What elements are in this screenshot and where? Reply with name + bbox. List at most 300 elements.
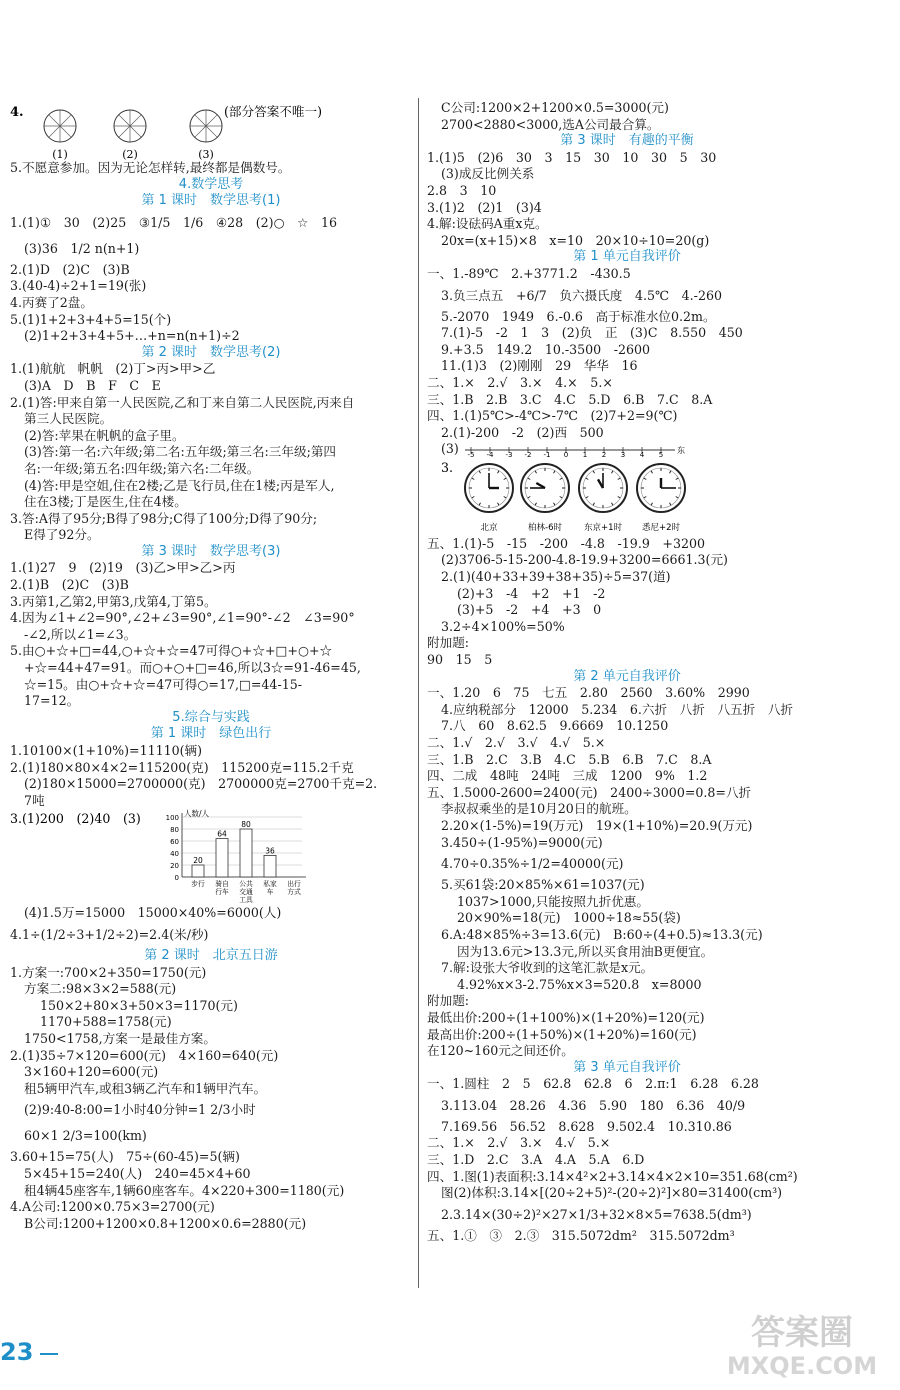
- answer-line: [427, 993, 827, 1010]
- answer-line: [427, 375, 827, 392]
- answer-line: [10, 1064, 412, 1081]
- answer-text: 1750<1758,方案一是最佳方案。: [24, 1030, 216, 1046]
- answer-text: 因为13.6元>13.3元,所以买食用油B更便宜。: [457, 943, 714, 959]
- answer-line: [427, 1202, 827, 1228]
- answer-text: 3.丙第1,乙第2,甲第3,戊第4,丁第5。: [10, 593, 217, 609]
- chart-category-label: 交通: [239, 888, 253, 897]
- compass-svg: [10, 100, 412, 160]
- compass-spoke: [206, 115, 217, 126]
- answer-line: [10, 378, 412, 395]
- answer-line: [427, 536, 827, 553]
- answer-line: [427, 602, 827, 619]
- answer-text: 二、1.× 2.√ 3.× 4.× 5.×: [427, 374, 613, 390]
- answer-text: +☆=44+47=91。而○+○+□=46,所以3☆=91-46=45,: [24, 660, 361, 676]
- compass-spoke: [119, 115, 130, 126]
- compass-spoke: [130, 126, 141, 137]
- answer-line: [427, 977, 827, 994]
- answer-text: 第三人民医院。: [24, 411, 113, 427]
- clock-city-label: 北京: [480, 522, 498, 533]
- answer-text: 图(2)体积:3.14×[(20÷2+5)²-(20÷2)²]×80=31400(cm³): [441, 1185, 783, 1201]
- section-heading: 第 3 单元自我评价: [573, 1059, 681, 1075]
- chart-category-label: 车: [266, 888, 274, 897]
- answer-line: [427, 309, 827, 326]
- clock-city-label: 柏林-6时: [528, 522, 562, 533]
- answer-text: 最低出价:200÷(1+100%)×(1+20%)=120(元): [427, 1009, 705, 1025]
- answer-text: B公司:1200+1200×0.8+1200×0.6=2880(元): [24, 1215, 307, 1231]
- chart-y-tick: 100: [165, 814, 179, 823]
- answer-line: [427, 325, 827, 342]
- compass-spoke: [130, 115, 141, 126]
- number-line-direction: 东: [676, 445, 685, 455]
- answer-text: 1.(1)27 9 (2)19 (3)乙>甲>乙>丙: [10, 560, 236, 576]
- answer-text: 3×160+120=600(元): [24, 1064, 159, 1080]
- answer-text: (3)成反比例关系: [441, 166, 535, 182]
- clock-face: [465, 464, 513, 512]
- answer-line: [427, 1152, 827, 1169]
- answer-line: [10, 776, 412, 793]
- compass-spoke: [49, 126, 60, 137]
- number-line-label: 1: [582, 450, 588, 458]
- answer-line: [427, 166, 827, 183]
- answer-line: [427, 183, 827, 200]
- answer-line: [427, 1169, 827, 1186]
- answer-line: [427, 1093, 827, 1119]
- answer-text: 5.不愿意参加。因为无论怎样转,最终都是偶数号。: [10, 160, 291, 175]
- answer-text: 3.(40-4)÷2+1=19(张): [10, 278, 147, 294]
- answer-line: [10, 627, 412, 644]
- section-heading: 第 2 单元自我评价: [573, 668, 681, 684]
- number-line: [463, 442, 693, 458]
- answer-text: 三、1.D 2.C 3.A 4.A 5.A 6.D: [427, 1152, 645, 1168]
- chart-bar: [240, 829, 252, 877]
- chart-category-label: 行车: [215, 888, 229, 897]
- answer-line: [427, 877, 827, 894]
- answer-line: [10, 478, 412, 495]
- answer-line: [427, 569, 827, 586]
- answer-line: [427, 768, 827, 785]
- answer-text: 2.(1)(40+33+39+38+35)÷5=37(道): [441, 569, 671, 585]
- answer-line: [427, 944, 827, 961]
- answer-line: [10, 428, 412, 445]
- section-heading: 5.综合与实践: [172, 709, 250, 725]
- answer-line: [10, 328, 412, 345]
- answer-text: 90 15 5: [427, 652, 493, 668]
- clock-labels-svg: [427, 518, 827, 536]
- answer-line: [10, 693, 412, 710]
- answer-text: 住在3楼;丁是医生,住在4楼。: [24, 494, 187, 510]
- watermark-main: 答案圈: [751, 1313, 853, 1353]
- answer-line: [10, 965, 412, 982]
- answer-text: 4.丙赛了2盘。: [10, 294, 93, 310]
- answer-line: [10, 262, 412, 279]
- answer-line: [427, 216, 827, 233]
- answer-line: [427, 358, 827, 375]
- answer-text: 一、1.-89℃ 2.+3771.2 -430.5: [427, 265, 631, 281]
- answer-text: 2.20×(1-5%)=19(万元) 19×(1+10%)=20.9(万元): [441, 817, 753, 833]
- answer-line: [10, 677, 412, 694]
- watermark-domain: MXQE.COM: [726, 1352, 878, 1380]
- column-divider: [418, 98, 419, 1288]
- answer-line: [427, 835, 827, 852]
- answer-line: [10, 998, 412, 1015]
- answer-text: 4.92%x×3-2.75%x×3=520.8 x=8000: [457, 976, 702, 992]
- answer-text: 一、1.20 6 75 七五 2.80 2560 3.60% 2990: [427, 685, 750, 701]
- answer-line: [427, 1043, 827, 1060]
- answer-line: [427, 266, 827, 283]
- answer-line: [10, 160, 412, 177]
- answer-text: (3)A D B F C E: [24, 377, 161, 393]
- answer-text: 5.-2070 1949 6.-0.6 高于标准水位0.2m。: [441, 308, 716, 324]
- chart-category-label: 公共: [239, 880, 253, 889]
- answer-text: 2.(1)-200 -2 (2)西 500: [441, 424, 604, 440]
- answer-text: 租4辆45座客车,1辆60座客车。4×220+300=1180(元): [24, 1182, 345, 1198]
- answer-line: [10, 444, 412, 461]
- answer-line: [10, 1081, 412, 1098]
- answer-text: -∠2,所以∠1=∠3。: [24, 626, 137, 642]
- answer-text: 五、1.(1)-5 -15 -200 -4.8 -19.9 +3200: [427, 535, 706, 551]
- answer-text: 附加题:: [427, 635, 470, 651]
- answer-text: 7.解:设张大爷收到的这笔汇款是x元。: [441, 960, 654, 976]
- answer-line: [427, 801, 827, 818]
- section-heading: 第 3 课时 有趣的平衡: [560, 133, 694, 149]
- answer-line: [427, 718, 827, 735]
- answer-line: [427, 785, 827, 802]
- answer-line: [427, 960, 827, 977]
- answer-line: [427, 233, 827, 250]
- answer-line: [10, 643, 412, 660]
- answer-line: [427, 200, 827, 217]
- answer-text: 最高出价:200÷(1+50%)×(1+20%)=160(元): [427, 1026, 697, 1042]
- answer-line: [10, 1048, 412, 1065]
- answer-text: (2)180×15000=2700000(克) 2700000克=2700千克=2.: [24, 776, 378, 792]
- answer-text: 五、1.① ③ 2.③ 315.5072dm² 315.5072dm³: [427, 1227, 735, 1243]
- answer-text: 1.方案一:700×2+350=1750(元): [10, 964, 207, 980]
- answer-text: 7.八 60 8.62.5 9.6669 10.1250: [441, 718, 669, 734]
- answer-text: 11.(1)3 (2)刚刚 29 华华 16: [441, 358, 638, 374]
- chart-category-label: 出行: [287, 880, 301, 889]
- number-line-label: 3: [620, 450, 626, 458]
- answer-line: [10, 1031, 412, 1048]
- answer-text: 2.(1)D (2)C (3)B: [10, 261, 130, 277]
- answer-text: 方案二:98×3×2=588(元): [24, 981, 177, 997]
- answer-text: 2.(1)答:甲来自第一人民医院,乙和丁来自第二人民医院,丙来自: [10, 394, 355, 410]
- chart-y-tick: 80: [170, 826, 179, 835]
- compass-caption: (1): [52, 148, 68, 160]
- answer-line: [427, 894, 827, 911]
- page-number-dash: [40, 1353, 58, 1355]
- chart-category-label: 步行: [191, 880, 205, 889]
- number-line-label: 0: [563, 450, 569, 458]
- number-line-label: 5: [658, 450, 664, 458]
- answer-text: 3.2÷4×100%=50%: [441, 618, 565, 634]
- answer-line: [427, 818, 827, 835]
- compass-spoke: [206, 126, 217, 137]
- answer-line: [427, 1010, 827, 1027]
- answer-text: 附加题:: [427, 993, 470, 1009]
- answer-line: [427, 342, 827, 359]
- number-line-label: -2: [524, 450, 532, 458]
- answer-line: [10, 461, 412, 478]
- clock-city-label: 悉尼+2时: [641, 522, 681, 533]
- answer-text: (2)答:苹果在帆帆的盒子里。: [24, 427, 185, 443]
- answer-text: 17=12。: [24, 693, 80, 709]
- answer-line: [10, 981, 412, 998]
- answer-text: 3.负三点五 +6/7 负六摄氏度 4.5℃ 4.-260: [441, 287, 722, 303]
- answer-line: [10, 594, 412, 611]
- answer-line: [10, 577, 412, 594]
- answer-line: [10, 295, 412, 312]
- answer-text: 四、1.图(1)表面积:3.14×4²×2+3.14×4×2×10=351.68(cm²): [427, 1168, 798, 1184]
- answer-text: 4.解:设砝码A重x克。: [427, 216, 548, 232]
- answer-line: [427, 1076, 827, 1093]
- answer-text: 7.(1)-5 -2 1 3 (2)负 正 (3)C 8.550 450: [441, 325, 743, 341]
- answer-text: 二、1.√ 2.√ 3.√ 4.√ 5.×: [427, 735, 606, 750]
- compass-spoke: [49, 115, 60, 126]
- answer-line: [10, 411, 412, 428]
- answer-text: 4.应纳税部分 12000 5.234 6.六折 八折 八五折 八折: [441, 701, 794, 717]
- answer-text: 20×90%=18(元) 1000÷18≈55(袋): [457, 910, 681, 926]
- answer-line: [427, 652, 827, 669]
- answer-text: 2.8 3 10: [427, 182, 497, 198]
- answer-line: [10, 278, 412, 295]
- answer-text: 三、1.B 2.B 3.C 4.C 5.D 6.B 7.C 8.A: [427, 391, 713, 407]
- answer-text: C公司:1200×2+1200×0.5=3000(元): [441, 100, 669, 115]
- compass-caption: (3): [198, 148, 214, 160]
- chart-y-tick: 0: [174, 874, 179, 883]
- answer-text: E得了92分。: [24, 527, 100, 543]
- answer-line: [10, 1149, 412, 1166]
- answer-text: 3.113.04 28.26 4.36 5.90 180 6.36 40/9: [441, 1097, 746, 1113]
- answer-text: 1.(1)5 (2)6 30 3 15 30 10 30 5 30: [427, 149, 717, 165]
- answer-line: [427, 685, 827, 702]
- clock-item-number: 3.: [441, 459, 454, 475]
- clocks-svg: [427, 458, 827, 518]
- answer-line: [10, 743, 412, 760]
- answer-text: 租5辆甲汽车,或租3辆乙汽车和1辆甲汽车。: [24, 1080, 267, 1096]
- watermark-logo: [712, 1306, 892, 1382]
- chart-question-prefix: 3.(1)200 (2)40 (3): [10, 811, 141, 827]
- left-column: [10, 100, 412, 1232]
- answer-line: [10, 905, 412, 922]
- answer-line: [10, 1097, 412, 1123]
- answer-text: 20x=(x+15)×8 x=10 20×10÷10=20(g): [441, 232, 710, 248]
- answer-text: 2.3.14×(30÷2)²×27×1/3+32×8×5=7638.5(dm³): [441, 1206, 752, 1222]
- compass-figure: [44, 110, 76, 160]
- answer-text: (4)答:甲是空姐,住在2楼;乙是飞行员,住在1楼;丙是军人,: [24, 477, 335, 493]
- number-line-label: 4: [639, 450, 645, 458]
- right-column: [427, 100, 827, 1244]
- answer-line: [10, 494, 412, 511]
- answer-line: [10, 793, 412, 810]
- section-heading: 第 1 课时 数学思考(1): [141, 193, 281, 209]
- answer-text: 四、1.(1)5℃>-4℃>-7℃ (2)7+2=9(℃): [427, 408, 678, 424]
- compass-spoke: [195, 126, 206, 137]
- answer-line: [10, 1216, 412, 1233]
- answer-text: 5×45+15=240(人) 240=45×4+60: [24, 1165, 251, 1181]
- answer-line: [10, 922, 412, 948]
- section-heading: 第 1 单元自我评价: [573, 249, 681, 265]
- answer-line: [10, 1014, 412, 1031]
- answer-text: 6.A:48×85%÷3=13.6(元) B:60÷(4+0.5)≈13.3(元): [441, 926, 763, 942]
- answer-text: 5.(1)1+2+3+4+5=15(个): [10, 311, 172, 327]
- answer-line: [427, 927, 827, 944]
- answer-text: 3.450÷(1-95%)=9000(元): [441, 834, 603, 850]
- answer-text: ☆=15。由○+☆+☆=47可得○=17,□=44-15-: [24, 676, 302, 692]
- compass-spoke: [60, 115, 71, 126]
- answer-text: 四、二成 48吨 24吨 三成 1200 9% 1.2: [427, 768, 708, 784]
- answer-line: [10, 1123, 412, 1149]
- chart-data-label: 36: [265, 846, 275, 856]
- answer-text: 2.(1)180×80×4×2=115200(克) 115200克=115.2千克: [10, 759, 354, 775]
- compass-caption: (2): [122, 148, 138, 160]
- answer-text: 4.A公司:1200×0.75×3=2700(元): [10, 1199, 215, 1215]
- chart-title: 人数/人: [184, 809, 210, 819]
- section-heading: 第 2 课时 数学思考(2): [141, 344, 281, 360]
- answer-line: [427, 1185, 827, 1202]
- answer-text: 五、1.5000-2600=2400(元) 2400÷3000=0.8=八折: [427, 784, 752, 800]
- answer-text: 2.(1)B (2)C (3)B: [10, 577, 129, 593]
- answer-line: [10, 395, 412, 412]
- answer-text: (4)1.5万=15000 15000×40%=6000(人): [24, 905, 282, 921]
- answer-text: 7吨: [24, 792, 45, 808]
- answer-line: [427, 586, 827, 603]
- travel-mode-chart: [10, 809, 412, 905]
- answer-text: 5.由○+☆+□=44,○+☆+☆=47可得○+☆+□+○+☆: [10, 643, 333, 659]
- chart-data-label: 80: [241, 820, 251, 830]
- compass-figures: [10, 100, 412, 160]
- chart-category-label: 工具: [239, 896, 253, 905]
- number-line-label: -1: [543, 450, 551, 458]
- clock-figures: [427, 458, 827, 536]
- number-line-label: 2: [601, 450, 607, 458]
- chart-y-tick: 60: [170, 838, 179, 847]
- answer-line: [10, 1183, 412, 1200]
- answer-line: [427, 851, 827, 877]
- answer-line: [427, 100, 827, 117]
- compass-figure: [114, 110, 146, 160]
- answer-text: 1.10100×(1+10%)=11110(辆): [10, 743, 203, 758]
- number-line-label: -4: [486, 450, 494, 458]
- answer-line: [427, 283, 827, 309]
- answer-text: (3): [441, 441, 459, 457]
- answer-text: (2)3706-5-15-200-4.8-19.9+3200=6661.3(元): [441, 552, 728, 568]
- answer-line: [427, 735, 827, 752]
- section-heading: 第 1 课时 绿色出行: [150, 726, 272, 742]
- item-number: 4.: [10, 105, 24, 120]
- answer-text: (2)1+2+3+4+5+…+n=n(n+1)÷2: [24, 328, 240, 344]
- answer-text: 3.60+15=75(人) 75÷(60-45)=5(辆): [10, 1149, 240, 1165]
- answer-text: 9.+3.5 149.2 10.-3500 -2600: [441, 341, 651, 357]
- compass-spoke: [60, 126, 71, 137]
- answer-line: [427, 441, 827, 458]
- answer-line: [427, 752, 827, 769]
- left-answers: [10, 160, 412, 1232]
- section-heading: 第 2 课时 北京五日游: [144, 947, 278, 963]
- answer-line: [427, 702, 827, 719]
- answer-line: [10, 511, 412, 528]
- answer-text: 3.答:A得了95分;B得了98分;C得了100分;D得了90分;: [10, 510, 318, 526]
- answer-line: [10, 760, 412, 777]
- answer-line: [427, 392, 827, 409]
- answer-line: [427, 619, 827, 636]
- answer-text: 5.买61袋:20×85%×61=1037(元): [441, 877, 645, 893]
- answer-text: 4.70÷0.35%÷1/2=40000(元): [441, 856, 624, 872]
- answer-text: 名:一年级;第五名:四年级;第六名:二年级。: [24, 460, 260, 476]
- section-heading: 4.数学思考: [178, 176, 244, 192]
- chart-y-tick: 40: [170, 850, 179, 859]
- compass-note: (部分答案不唯一): [224, 104, 322, 119]
- answer-text: 李叔叔乘坐的是10月20日的航班。: [441, 801, 637, 817]
- answer-line: [427, 117, 827, 134]
- chart-category-label: 方式: [287, 888, 301, 897]
- clock-face: [579, 464, 627, 512]
- answer-line: [427, 635, 827, 652]
- answer-line: [427, 1027, 827, 1044]
- answer-text: 1.(1)航航 帆帆 (2)丁>丙>甲>乙: [10, 361, 216, 377]
- chart-data-label: 64: [217, 829, 227, 839]
- page-number: 23: [0, 1338, 34, 1366]
- answer-text: 60×1 2/3=100(km): [24, 1128, 147, 1144]
- answer-line: [427, 150, 827, 167]
- clock-city-label: 东京+1时: [583, 522, 623, 533]
- compass-spoke: [119, 126, 130, 137]
- answer-text: 2700<2880<3000,选A公司最合算。: [441, 116, 660, 132]
- chart-bar: [216, 839, 228, 877]
- answer-line: [427, 552, 827, 569]
- answer-text: 150×2+80×3+50×3=1170(元): [40, 997, 238, 1013]
- answer-text: 1.(1)① 30 (2)25 ③1/5 1/6 ④28 (2)○ ☆ 16: [10, 214, 338, 230]
- answer-text: 1037>1000,只能按照九折优惠。: [457, 893, 649, 909]
- chart-bar: [264, 856, 276, 878]
- answer-line: [427, 1119, 827, 1136]
- number-line-label: -5: [467, 450, 475, 458]
- chart-y-tick: 20: [170, 862, 179, 871]
- answer-text: (3)答:第一名:六年级;第二名:五年级;第三名:三年级;第四: [24, 444, 337, 460]
- answer-line: [10, 610, 412, 627]
- answer-line: [10, 560, 412, 577]
- answer-line: [10, 361, 412, 378]
- answer-line: [10, 527, 412, 544]
- answer-text: (3)+5 -2 +4 +3 0: [457, 602, 602, 618]
- compass-spoke: [195, 115, 206, 126]
- right-answers: [427, 100, 827, 1244]
- chart-category-label: 骑自: [215, 880, 229, 889]
- compass-figure: [190, 110, 222, 160]
- answer-text: (3)36 1/2 n(n+1): [24, 240, 140, 256]
- answer-text: (2)+3 -4 +2 +1 -2: [457, 585, 606, 601]
- chart-category-label: 私家: [263, 880, 277, 889]
- answer-text: 三、1.B 2.C 3.B 4.C 5.B 6.B 7.C 8.A: [427, 751, 712, 767]
- answer-text: 7.169.56 56.52 8.628 9.502.4 10.310.86: [441, 1118, 732, 1134]
- section-heading: 第 3 课时 数学思考(3): [141, 543, 281, 559]
- answer-line: [10, 236, 412, 262]
- answer-text: 2.(1)35÷7×120=600(元) 4×160=640(元): [10, 1047, 279, 1063]
- clock-face: [521, 464, 569, 512]
- answer-line: [427, 1135, 827, 1152]
- bar-chart-svg: [10, 809, 410, 905]
- answer-text: 二、1.× 2.√ 3.× 4.√ 5.×: [427, 1135, 611, 1151]
- answer-text: 1170+588=1758(元): [40, 1014, 172, 1030]
- clock-face: [637, 464, 685, 512]
- chart-data-label: 20: [193, 856, 203, 866]
- answer-line: [10, 312, 412, 329]
- answer-text: 在120~160元之间还价。: [427, 1043, 574, 1059]
- answer-line: [10, 1166, 412, 1183]
- number-line-label: -3: [505, 450, 513, 458]
- answer-line: [10, 1199, 412, 1216]
- answer-line: [427, 408, 827, 425]
- answer-line: [10, 210, 412, 236]
